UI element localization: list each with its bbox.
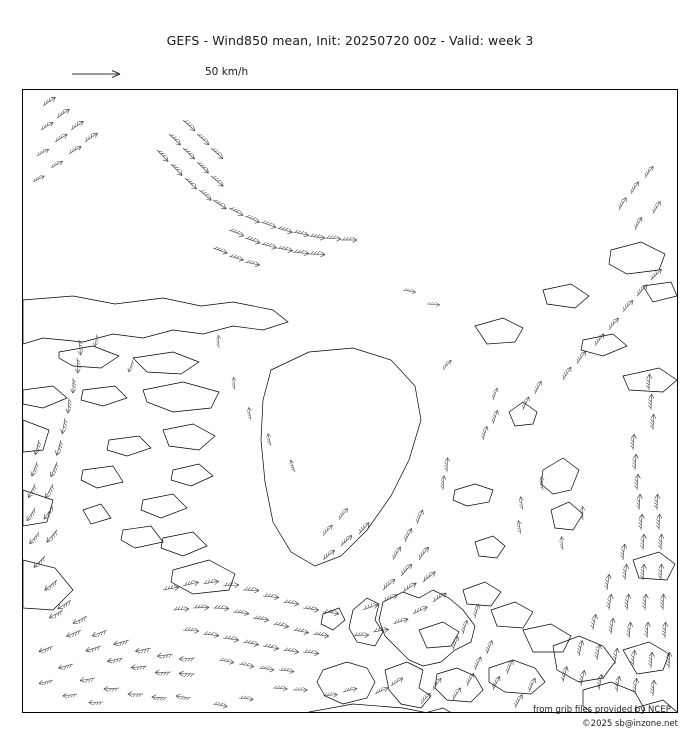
reference-wind-arrow-icon <box>60 60 460 88</box>
data-source-credit: from grib files provided by NCEP <box>533 705 671 715</box>
legend-scale-label: 50 km/h <box>205 66 249 78</box>
map-plot-area[interactable] <box>22 89 678 713</box>
page-title: GEFS - Wind850 mean, Init: 20250720 00z - Valid: week 3 <box>166 33 534 48</box>
legend <box>60 60 460 88</box>
copyright-credit: ©2025 sb@inzone.net <box>582 719 678 729</box>
coastline-layer <box>23 242 677 712</box>
wind-arrows <box>25 95 672 709</box>
wind-vector-field <box>23 90 677 712</box>
